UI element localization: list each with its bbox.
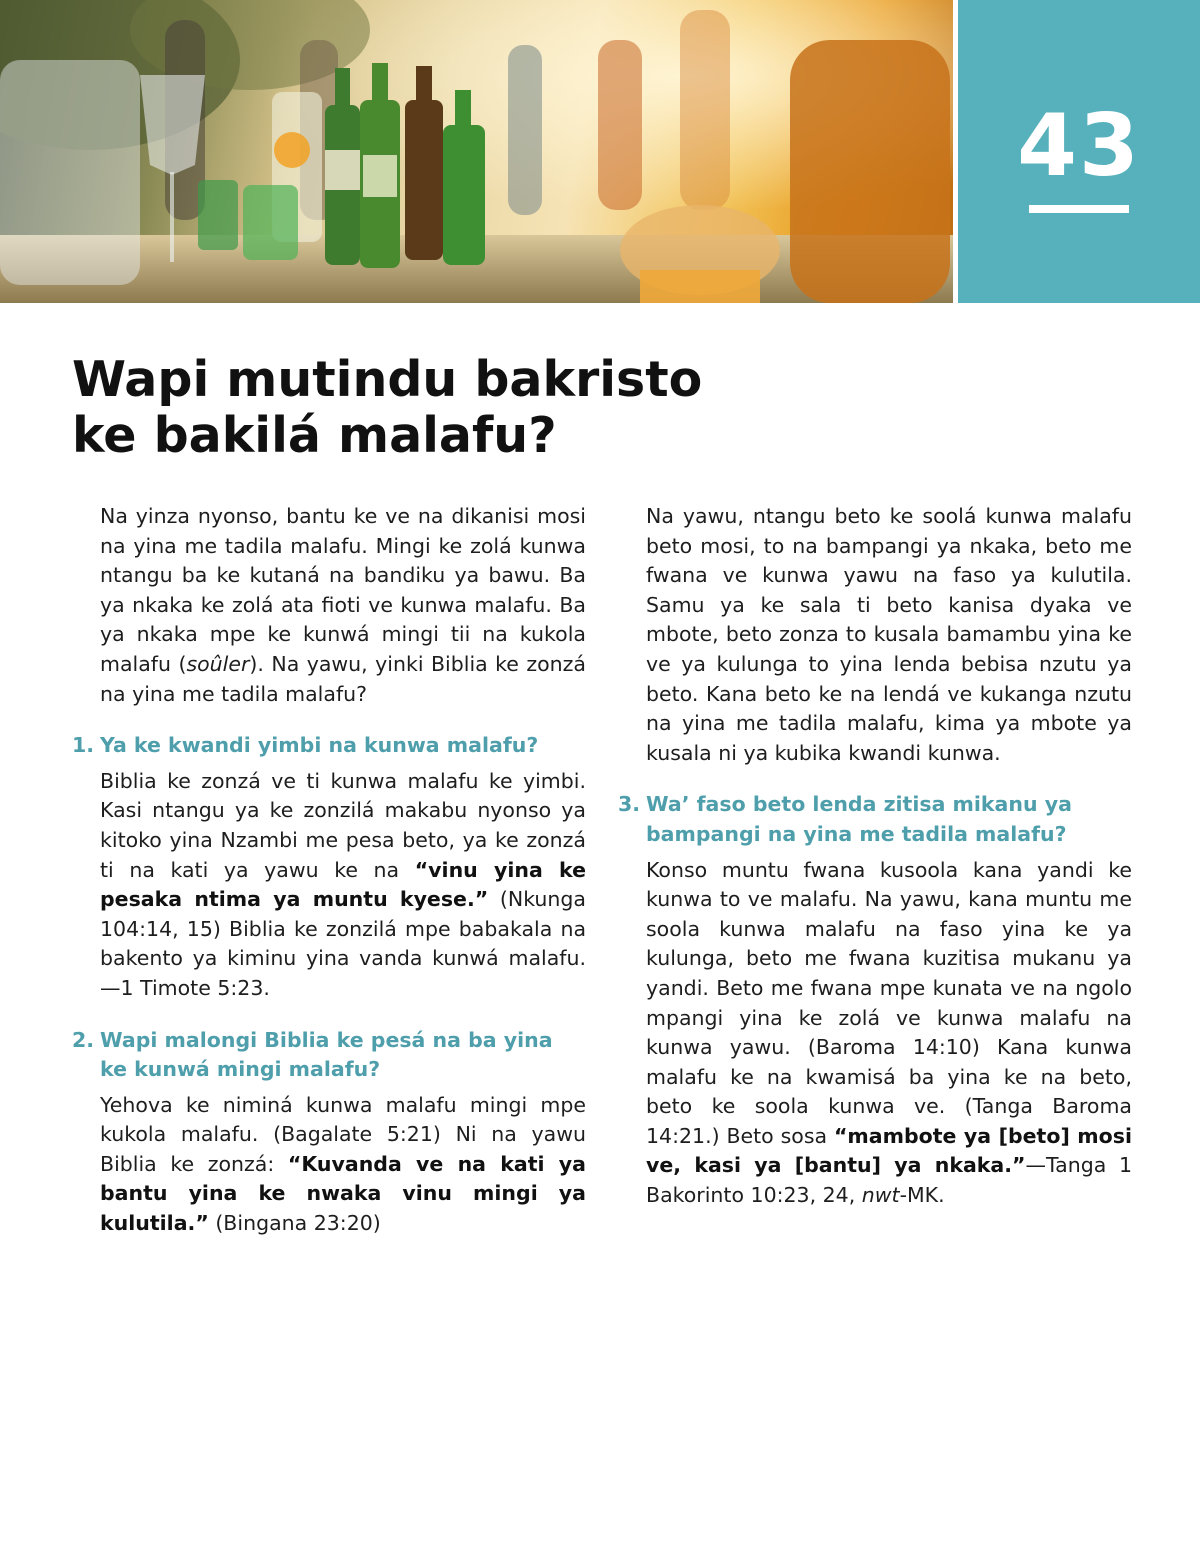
intro-text-1: Na yinza nyonso, bantu ke ve na dikanisi mosi na yina me tadila malafu. Mingi ke zolá kunwa ntangu ba ke kutaná na bandiku ya bawu. Ba ya nkaka ke zolá ata fioti ve kunwa malafu. Ba ya nkaka mpe ke kunwá mingi tii na kukola malafu ( <box>100 504 586 676</box>
answer-3-paragraph <box>646 856 1132 1211</box>
answer-3-text-1: Konso muntu fwana kusoola kana yandi ke kunwa to ve malafu. Na yawu, kana muntu me soola kunwa malafu na faso yina ke ya kulunga, beto me fwana kuzitisa mukanu ya yandi. Beto me fwana mpe kunata ve na ngolo mpangi yina ke zolá ve kunwa malafu na kunwa yawu. (Baroma 14:10) Kana kunwa malafu ke na kwamisá ba yina ke na beto, beto ke soola kunwa ve. (Tanga Baroma 14:21.) Beto sosa <box>646 857 1132 1148</box>
drinks-scene-illustration <box>0 0 953 303</box>
intro-paragraph <box>100 502 586 709</box>
lesson-number-badge <box>958 0 1200 303</box>
question-1-number: 1. <box>72 733 95 758</box>
answer-1-text-2: (Nkunga 104:14, 15) Biblia ke zonzilá mpe babakala na bakento ya kiminu yina vanda kunwá malafu.—1 Timote 5:23. <box>100 887 586 1000</box>
title-line-1: Wapi mutindu bakristo <box>72 351 703 408</box>
answer-2-text-2: (Bingana 23:20) <box>208 1211 381 1236</box>
answer-2-quote: “Kuvanda ve na kati ya bantu yina ke nwaka vinu mingi ya kulutila.” <box>100 1151 586 1236</box>
title-line-2: ke bakilá malafu? <box>72 407 557 464</box>
answer-3-italic-abbrev: nwt <box>861 1183 900 1208</box>
badge-underline <box>1029 205 1129 213</box>
question-2-number: 2. <box>72 1027 95 1052</box>
answer-1-quote: “vinu yina ke pesaka ntima ya muntu kyese.” <box>100 857 586 912</box>
question-3-text: Wa’ faso beto lenda zitisa mikanu ya bampangi na yina me tadila malafu? <box>646 792 1072 846</box>
intro-italic-term: soûler <box>186 651 250 676</box>
right-column <box>618 502 1132 1211</box>
page-title <box>72 352 772 464</box>
question-1-text: Ya ke kwandi yimbi na kunwa malafu? <box>100 733 539 758</box>
question-2-heading <box>72 1026 586 1085</box>
header-photo <box>0 0 953 303</box>
answer-3-quote: “mambote ya [beto] mosi ve, kasi ya [bantu] ya nkaka.” <box>646 1123 1132 1178</box>
left-column <box>72 502 586 1239</box>
answer-3-text-2: —Tanga 1 Bakorinto 10:23, 24, <box>646 1153 1132 1208</box>
answer-1-paragraph <box>100 767 586 1004</box>
answer-1-text-1: Biblia ke zonzá ve ti kunwa malafu ke yimbi. Kasi ntangu ya ke zonzilá makabu nyonso ya kitoko yina Nzambi me pesa beto, ya ke zonzá ti na kati ya yawu ke na <box>100 768 586 882</box>
answer-3-text-3: -MK. <box>899 1183 945 1208</box>
intro-text-2: ). Na yawu, yinki Biblia ke zonzá na yina me tadila malafu? <box>100 651 586 706</box>
answer-2-text-1: Yehova ke niminá kunwa malafu mingi mpe kukola malafu. (Bagalate 5:21) Ni na yawu Biblia ke zonzá: <box>100 1092 586 1176</box>
answer-2-continuation: Na yawu, ntangu beto ke soolá kunwa malafu beto mosi, to na bampangi ya nkaka, beto me fwana ve kunwa yawu na faso ya kulutila. Samu ya ke sala ti beto kanisa dyaka ve mbote, beto zonza to kusala bamambu yina ke ve ya kulunga to yina lenda bebisa nzutu ya beto. Kana beto ke na lendá ve kukanga nzutu na yina me tadila malafu, kima ya mbote ya kusala ni ya kubika kwandi kunwa. <box>646 504 1132 765</box>
question-3-number: 3. <box>618 792 641 817</box>
question-2-text: Wapi malongi Biblia ke pesá na ba yina ke kunwá mingi malafu? <box>100 1027 553 1082</box>
lesson-number: 43 <box>1017 96 1141 196</box>
answer-2-paragraph <box>100 1091 586 1239</box>
question-3-heading <box>618 790 1132 849</box>
question-1-heading <box>72 731 586 761</box>
